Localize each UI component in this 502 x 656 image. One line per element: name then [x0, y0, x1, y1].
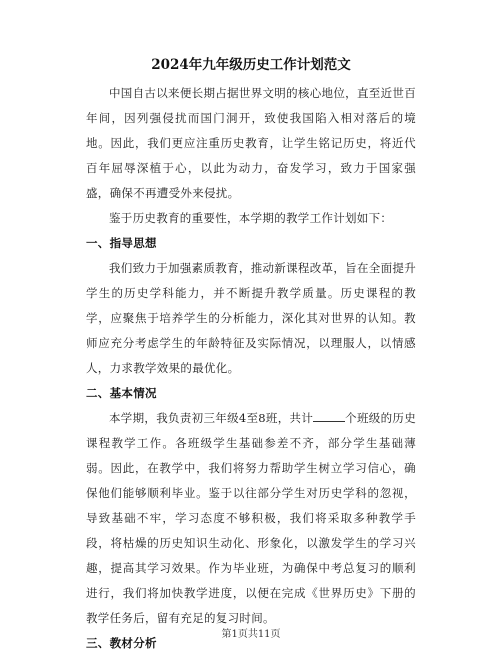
section-heading-guiding-ideology: 一、指导思想 — [86, 236, 157, 250]
paragraph-text-after-blank: 个班级的历史课程教学工作。各班级学生基础参差不齐，部分学生基础薄弱。因此，在教学中，我们将努力帮助学生树立学习信心，确保他们能够顺利毕业。鉴于以往部分学生对历史学科的忽视，导致基础不牢，学习态度不够积极，我们将采取多种教学手段，将枯燥的历史知识生动化、形象化，以激发学生的学习兴趣，提高其学习效果。作为毕业班，为确保中考总复习的顺利进行，我们将加快教学进度，以便在完成《世界历史》下册的教学任务后，留有充足的复习时间。 — [86, 411, 416, 625]
section-paragraph-basic-situation — [86, 406, 416, 631]
page-footer: 第1页共11页 — [221, 629, 281, 640]
section-heading-basic-situation: 二、基本情况 — [86, 386, 157, 400]
intro-paragraph-2: 鉴于历史教育的重要性，本学期的教学工作计划如下： — [109, 211, 393, 225]
section-heading-textbook-analysis: 三、教材分析 — [86, 636, 157, 650]
paragraph-text-before-blank: 本学期，我负责初三年级4至8班，共计 — [109, 411, 314, 425]
intro-paragraph-1: 中国自古以来便长期占据世界文明的核心地位，直至近世百年间，因列强侵扰而国门洞开，致使我国陷入相对落后的境地。因此，我们更应注重历史教育，让学生铭记历史，将近代百年屈辱深植于心，以此为动力，奋发学习，致力于国家强盛，确保不再遭受外来侵扰。 — [86, 86, 416, 200]
document-title: 2024年九年级历史工作计划范文 — [151, 57, 351, 73]
fill-in-blank-underline — [313, 409, 345, 422]
section-paragraph-guiding-ideology: 我们致力于加强素质教育，推动新课程改革，旨在全面提升学生的历史学科能力，并不断提升教学质量。历史课程的教学，应聚焦于培养学生的分析能力，深化其对世界的认知。教师应充分考虑学生的年龄特征及实际情况，以理服人，以情感人，力求教学效果的最优化。 — [86, 261, 416, 375]
